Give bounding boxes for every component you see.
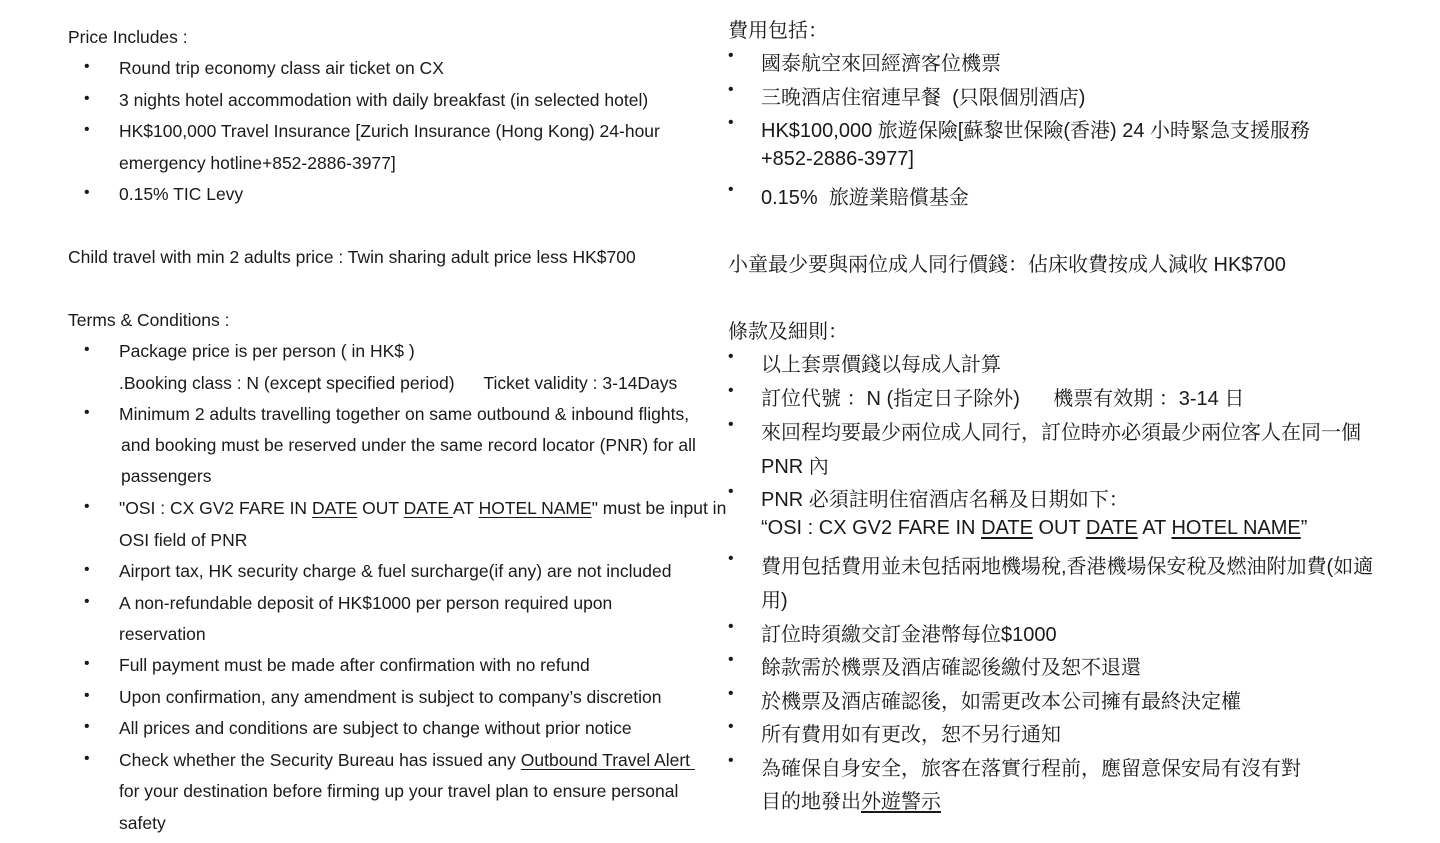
bullet-icon: •	[728, 651, 734, 668]
osi-hotel-name: HOTEL NAME	[478, 498, 592, 518]
bullet-icon: •	[728, 618, 734, 635]
alert-prefix: Check whether the Security Bureau has issued any	[119, 750, 521, 770]
bullet-icon: •	[84, 58, 90, 75]
terms-heading-zh: 條款及細則：	[728, 321, 848, 343]
bullet-icon: •	[84, 561, 90, 578]
bullet-icon: •	[84, 90, 90, 107]
list-item-text: 0.15% 旅遊業賠償基金	[761, 187, 969, 209]
list-item-text: 三晚酒店住宿連早餐 (只限個別酒店)	[761, 87, 1086, 109]
list-item-text: Full payment must be made after confirmation with no refund	[119, 655, 590, 675]
bullet-icon: •	[728, 685, 734, 702]
bullet-icon: •	[728, 416, 734, 433]
list-item-text: PNR 必須註明住宿酒店名稱及日期如下：	[761, 489, 1129, 511]
list-item-text: 訂位代號 ：N (指定日子除外) 機票有效期 ：3-14 日	[761, 388, 1245, 410]
list-item-text: +852-2886-3977]	[761, 148, 914, 170]
list-item-text: emergency hotline+852-2886-3977]	[119, 153, 396, 173]
bullet-icon: •	[84, 498, 90, 515]
list-item-text: reservation	[119, 624, 206, 644]
terms-heading: Terms & Conditions :	[68, 310, 230, 330]
list-item-text	[119, 750, 695, 771]
outbound-travel-alert-link-zh[interactable]: 外遊警示	[861, 791, 941, 813]
list-item-text: 費用包括費用並未包括兩地機場稅,香港機場保安稅及燃油附加費(如適	[761, 556, 1374, 578]
list-item-text	[761, 785, 941, 814]
list-item-text: 餘款需於機票及酒店確認後繳付及恕不退還	[761, 657, 1141, 679]
price-includes-heading: Price Includes :	[68, 27, 188, 47]
bullet-icon: •	[84, 655, 90, 672]
list-item-text: and booking must be reserved under the same record locator (PNR) for all	[121, 435, 696, 455]
alert-prefix-zh: 目的地發出	[761, 791, 861, 813]
list-item-text: 於機票及酒店確認後，如需更改本公司擁有最終決定權	[761, 691, 1241, 713]
bullet-icon: •	[84, 184, 90, 201]
osi-format-text-zh	[761, 517, 1307, 540]
osi-suffix: " must be input in	[591, 498, 727, 518]
osi-hotel-name: HOTEL NAME	[1171, 517, 1301, 539]
list-item-text: Upon confirmation, any amendment is subject to company’s discretion	[119, 687, 662, 707]
osi-prefix: "OSI : CX GV2 FARE IN	[119, 498, 312, 518]
bullet-icon: •	[84, 404, 90, 421]
bullet-icon: •	[728, 181, 734, 198]
osi-date-out: DATE	[1085, 517, 1138, 539]
list-item-text: 用)	[761, 590, 788, 612]
bullet-icon: •	[728, 382, 734, 399]
list-item-text: safety	[119, 813, 166, 833]
bullet-icon: •	[728, 483, 734, 500]
bullet-icon: •	[84, 718, 90, 735]
bullet-icon: •	[728, 47, 734, 64]
osi-date-in: DATE	[311, 498, 358, 518]
bullet-icon: •	[84, 750, 90, 767]
list-item-text: 來回程均要最少兩位成人同行，訂位時亦必須最少兩位客人在同一個	[761, 422, 1361, 444]
osi-suffix: ”	[1300, 517, 1308, 539]
child-price-note: Child travel with min 2 adults price : Twin sharing adult price less HK$700	[68, 247, 636, 267]
osi-at-label: AT	[452, 498, 479, 518]
list-item-text: All prices and conditions are subject to change without prior notice	[119, 718, 632, 738]
bullet-icon: •	[84, 593, 90, 610]
list-item-text: OSI field of PNR	[119, 530, 248, 550]
list-item-text: 所有費用如有更改，恕不另行通知	[761, 724, 1061, 746]
list-item-text: 0.15% TIC Levy	[119, 184, 244, 204]
list-item-text: A non-refundable deposit of HK$1000 per person required upon	[119, 593, 613, 613]
list-item-text: 訂位時須繳交訂金港幣每位$1000	[761, 624, 1057, 646]
list-item-text: 國泰航空來回經濟客位機票	[761, 53, 1001, 75]
list-item-text: .Booking class : N (except specified period) Ticket validity : 3-14Days	[119, 373, 678, 393]
bullet-icon: •	[728, 348, 734, 365]
list-item-text: Airport tax, HK security charge & fuel surcharge(if any) are not included	[119, 561, 672, 581]
bullet-icon: •	[728, 81, 734, 98]
bullet-icon: •	[728, 114, 734, 131]
osi-at-label: AT	[1137, 517, 1172, 539]
list-item-text: 為確保自身安全，旅客在落實行程前，應留意保安局有沒有對	[761, 758, 1301, 780]
bullet-icon: •	[84, 341, 90, 358]
osi-out-label: OUT	[357, 498, 404, 518]
osi-date-out: DATE	[403, 498, 453, 518]
osi-prefix: “OSI : CX GV2 FARE IN	[761, 517, 982, 539]
bullet-icon: •	[84, 121, 90, 138]
bullet-icon: •	[728, 718, 734, 735]
outbound-travel-alert-link[interactable]: Outbound Travel Alert	[520, 750, 695, 770]
list-item-text: Round trip economy class air ticket on CX	[119, 58, 444, 78]
price-includes-heading-zh: 費用包括：	[728, 20, 828, 42]
list-item-text: passengers	[121, 466, 212, 486]
bullet-icon: •	[728, 550, 734, 567]
osi-date-in: DATE	[981, 517, 1033, 539]
list-item-text: Package price is per person ( in HK$ )	[119, 341, 415, 361]
list-item-text: Minimum 2 adults travelling together on same outbound & inbound flights,	[119, 404, 690, 424]
list-item-text: 以上套票價錢以每成人計算	[761, 354, 1001, 376]
bullet-icon: •	[84, 687, 90, 704]
osi-out-label: OUT	[1032, 517, 1086, 539]
list-item-text: HK$100,000 旅遊保險[蘇黎世保險(香港) 24 小時緊急支援服務	[761, 120, 1310, 142]
list-item-text: 3 nights hotel accommodation with daily breakfast (in selected hotel)	[119, 90, 649, 110]
osi-format-text	[119, 498, 726, 519]
list-item-text: for your destination before firming up your travel plan to ensure personal	[119, 781, 679, 801]
list-item-text: PNR 內	[761, 456, 829, 478]
bullet-icon: •	[728, 752, 734, 769]
child-price-note-zh: 小童最少要與兩位成人同行價錢：佔床收費按成人減收 HK$700	[728, 254, 1286, 276]
list-item-text: HK$100,000 Travel Insurance [Zurich Insurance (Hong Kong) 24-hour	[119, 121, 660, 141]
